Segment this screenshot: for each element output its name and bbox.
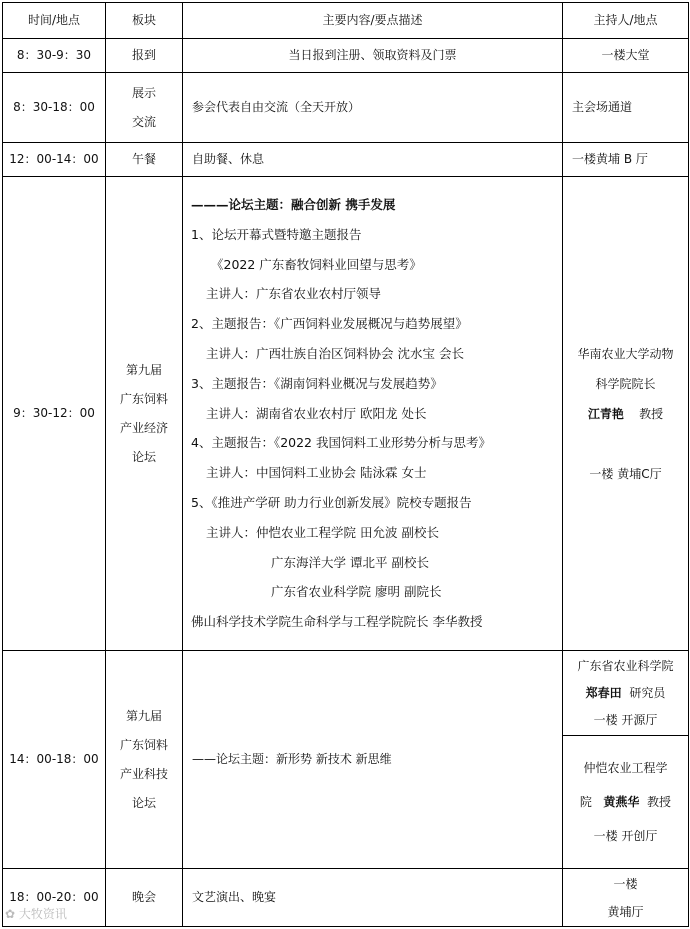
table-row [3, 651, 689, 869]
host-line: 科学院院长 [595, 376, 656, 391]
host-line [563, 399, 688, 429]
section-line: 第九届 [125, 708, 162, 723]
host-name: 黄燕华 [603, 795, 640, 809]
section-line: 论坛 [131, 795, 156, 810]
section-line: 论坛 [131, 449, 156, 464]
section-line: 交流 [131, 114, 156, 129]
time-cell: 14：00-18：00 [3, 651, 106, 869]
agenda-item: 3、主题报告：《湖南饲料业概况与发展趋势》 [191, 375, 443, 391]
report-title: 《2022 广东畜牧饲料业回望与思考》 [211, 256, 422, 272]
host-line [563, 785, 688, 819]
table-row [3, 143, 689, 177]
header-time: 时间/地点 [3, 3, 106, 39]
host-title: 研究员 [629, 685, 666, 700]
speaker-line: 佛山科学技术学院生命科学与工程学院院长 李华教授 [191, 614, 483, 630]
agenda-item: 5、《推进产学研 助力行业创新发展》院校专题报告 [191, 494, 472, 510]
header-section: 板块 [106, 3, 183, 39]
host-cell [563, 177, 689, 651]
watermark-icon: ✿ [5, 907, 16, 921]
content-cell: 当日报到注册、领取资料及门票 [183, 39, 563, 73]
watermark-logo [5, 905, 67, 922]
watermark-text: 大牧资讯 [18, 907, 67, 921]
host-venue: 黄埔厅 [607, 904, 644, 919]
content-cell: 自助餐、休息 [183, 143, 563, 177]
host-cell: 主会场通道 [563, 73, 689, 143]
section-cell: 晚会 [106, 869, 183, 927]
forum-theme: ——论坛主题：新形势 新技术 新思维 [183, 651, 563, 869]
time-cell: 12：00-14：00 [3, 143, 106, 177]
header-content: 主要内容/要点描述 [183, 3, 563, 39]
host-cell: 一楼黄埔 B 厅 [563, 143, 689, 177]
host-line: 华南农业大学动物 [577, 346, 674, 361]
host-venue: 一楼 黄埔C厅 [589, 466, 662, 481]
table-row [3, 869, 689, 927]
host-line [563, 680, 688, 707]
section-cell: 午餐 [106, 143, 183, 177]
forum-theme: ———论坛主题：融合创新 携手发展 [191, 197, 396, 212]
speaker-line: 广东海洋大学 谭北平 副校长 [271, 554, 429, 570]
host-spacer [563, 429, 688, 459]
host-line: 广东省农业科学院 [577, 658, 674, 673]
host-cell [563, 651, 689, 869]
speaker-line: 主讲人：中国饲料工业协会 陆泳霖 女士 [206, 465, 427, 481]
agenda-item: 2、主题报告：《广西饲料业发展概况与趋势展望》 [191, 316, 468, 332]
agenda-item: 4、主题报告：《2022 我国饲料工业形势分析与思考》 [191, 435, 491, 451]
section-cell: 报到 [106, 39, 183, 73]
host-line-cont: 院 [579, 795, 592, 809]
host-name: 郑春田 [585, 685, 622, 700]
table-row [3, 73, 689, 143]
table-row [3, 39, 689, 73]
section-line: 产业科技 [119, 766, 168, 781]
content-cell: 文艺演出、晚宴 [183, 869, 563, 927]
speaker-line: 主讲人：湖南省农业农村厅 欧阳龙 处长 [206, 405, 427, 421]
section-cell [106, 651, 183, 869]
table-row [3, 177, 689, 651]
time-cell: 8：30-9：30 [3, 39, 106, 73]
host-block-a [563, 651, 688, 735]
content-cell [183, 177, 563, 651]
speaker-line: 主讲人：广西壮族自治区饲料协会 沈水宝 会长 [206, 345, 464, 361]
time-cell: 18：00-20：00 [3, 869, 106, 927]
host-line: 一楼 [613, 876, 638, 891]
section-line: 广东饲料 [119, 391, 168, 406]
section-line: 展示 [131, 85, 156, 100]
host-title: 教授 [639, 406, 664, 421]
agenda-item: 1、论坛开幕式暨特邀主题报告 [191, 226, 362, 242]
host-title: 教授 [647, 795, 672, 809]
section-line: 广东饲料 [119, 737, 168, 752]
time-cell: 9：30-12：00 [3, 177, 106, 651]
schedule-table [2, 2, 689, 927]
speaker-line: 主讲人：广东省农业农村厅领导 [206, 286, 382, 302]
section-line: 第九届 [125, 362, 162, 377]
host-venue: 一楼 开源厅 [593, 712, 658, 727]
section-cell [106, 73, 183, 143]
content-cell: 参会代表自由交流（全天开放） [183, 73, 563, 143]
header-row [3, 3, 689, 39]
host-cell: 一楼大堂 [563, 39, 689, 73]
host-block-b [563, 735, 688, 868]
host-venue: 一楼 开创厅 [593, 829, 658, 843]
host-line: 仲恺农业工程学 [583, 761, 668, 775]
speaker-line: 广东省农业科学院 廖明 副院长 [271, 584, 442, 600]
speaker-line: 主讲人：仲恺农业工程学院 田允波 副校长 [206, 524, 439, 540]
header-host: 主持人/地点 [563, 3, 689, 39]
host-cell [563, 869, 689, 927]
time-cell: 8：30-18：00 [3, 73, 106, 143]
section-line: 产业经济 [119, 420, 168, 435]
section-cell [106, 177, 183, 651]
host-name: 江青艳 [587, 406, 624, 421]
